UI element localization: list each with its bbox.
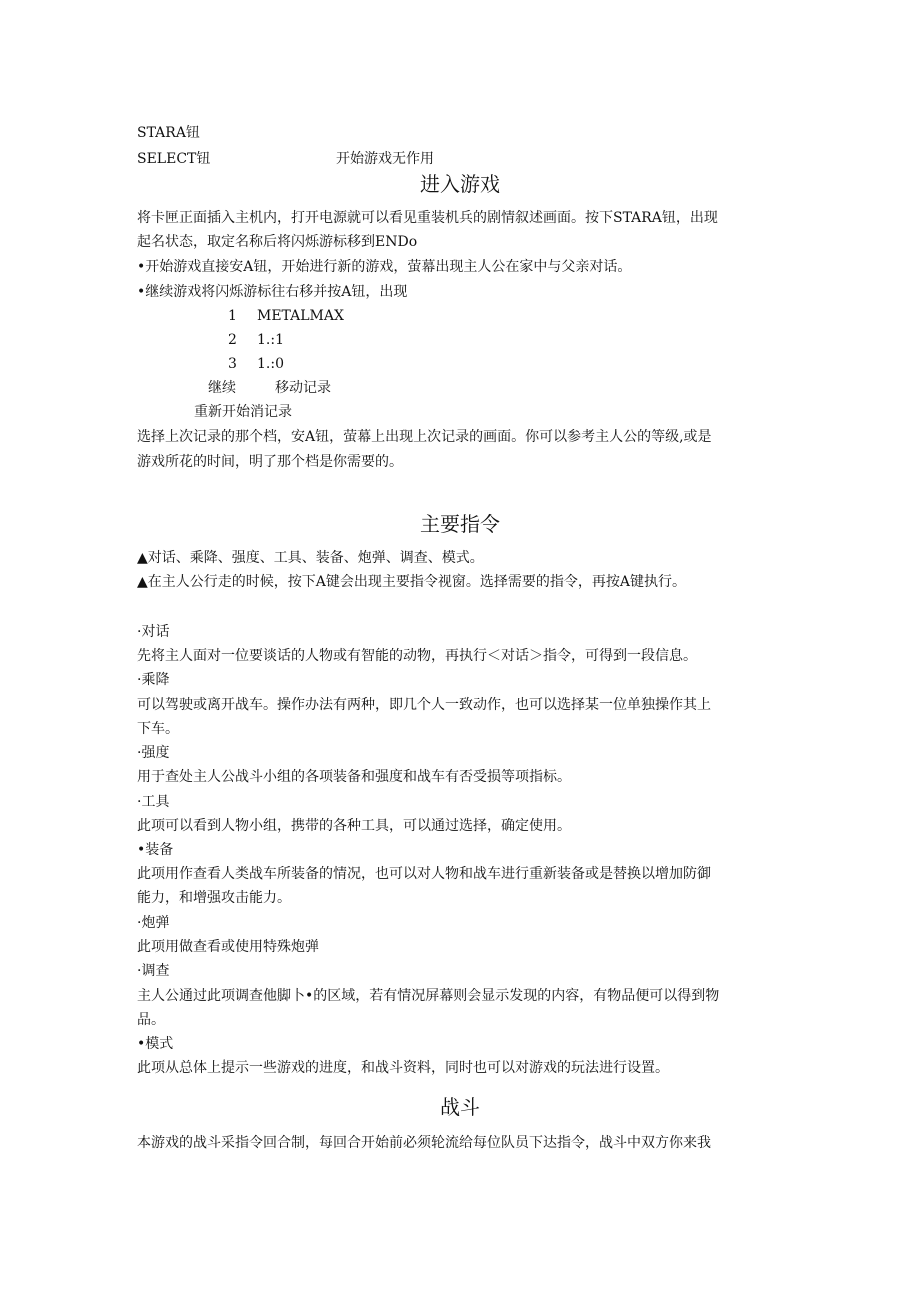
command-search-desc-line1: 主人公通过此项调查他脚卜•的区域，若有情况屏幕则会显示发现的内容，有物品便可以得到物 (137, 988, 720, 1004)
section-title-battle: 战斗 (440, 1095, 480, 1119)
command-talk-label: ·对话 (137, 624, 170, 640)
command-search-label: ·调查 (137, 963, 170, 979)
commands-list-line: ▲对话、乘降、强度、工具、装备、炮弹、调查、模式。 (137, 550, 484, 566)
command-equip-desc-line1: 此项用作查看人类战车所装备的情况，也可以对人物和战车进行重新装备或是替换以增加防御 (137, 866, 711, 882)
command-strength-label: ·强度 (137, 745, 170, 761)
menu-move-record: 移动记录 (275, 380, 331, 396)
menu-restart-erase: 重新开始消记录 (194, 404, 292, 420)
menu-continue: 继续 (208, 380, 236, 396)
bullet-continue-game: •继续游戏将闪烁游标往右移并按A钮，出现 (137, 284, 408, 300)
commands-intro-line: ▲在主人公行走的时候，按下A键会出现主要指令视窗。选择需要的指令，再按A键执行。 (137, 574, 686, 590)
command-ride-desc-line1: 可以驾驶或离开战车。操作办法有两种，即几个人一致动作，也可以选择某一位单独操作其上 (137, 697, 711, 713)
command-shell-desc: 此项用做查看或使用特殊炮弹 (137, 939, 319, 955)
section-title-main-commands: 主要指令 (420, 512, 500, 536)
stara-button-line: STARA钮 (137, 125, 200, 141)
bullet-start-game: •开始游戏直接安A钮，开始进行新的游戏，萤幕出现主人公在家中与父亲对话。 (137, 259, 632, 275)
save-slot-2-number: 2 (228, 332, 237, 348)
save-slot-1-text: METALMAX (257, 308, 344, 324)
command-mode-label: •模式 (137, 1036, 174, 1052)
save-slot-1-number: 1 (228, 308, 237, 324)
command-search-desc-line2: 品。 (137, 1012, 165, 1028)
enter-game-para1-line2: 起名状态，取定名称后将闪烁游标移到ENDo (137, 234, 418, 250)
command-mode-desc: 此项从总体上提示一些游戏的进度，和战斗资料，同时也可以对游戏的玩法进行设置。 (137, 1060, 669, 1076)
enter-game-para2-line2: 游戏所花的时间，明了那个档是你需要的。 (137, 454, 403, 470)
command-shell-label: ·炮弹 (137, 915, 170, 931)
select-button-label: SELECT钮 (137, 151, 211, 167)
command-tools-label: ·工具 (137, 794, 170, 810)
save-slot-2-text: 1.:1 (257, 332, 284, 348)
battle-desc: 本游戏的战斗采指令回合制，每回合开始前必须轮流给每位队员下达指令，战斗中双方你来我 (137, 1135, 711, 1151)
command-talk-desc: 先将主人面对一位要谈话的人物或有智能的动物，再执行＜对话＞指令，可得到一段信息。 (137, 648, 697, 664)
save-slot-3-text: 1.:0 (257, 356, 284, 372)
save-slot-3-number: 3 (228, 356, 237, 372)
command-strength-desc: 用于查处主人公战斗小组的各项装备和强度和战车有否受损等项指标。 (137, 769, 571, 785)
enter-game-para1-line1: 将卡匣正面插入主机内，打开电源就可以看见重装机兵的剧情叙述画面。按下STARA钮，出现 (137, 210, 718, 226)
section-title-enter-game: 进入游戏 (420, 172, 500, 196)
command-equip-label: •装备 (137, 842, 174, 858)
command-ride-label: ·乘降 (137, 672, 170, 688)
command-tools-desc: 此项可以看到人物小组，携带的各种工具，可以通过选择，确定使用。 (137, 818, 571, 834)
enter-game-para2-line1: 选择上次记录的那个档，安A钮，萤幕上出现上次记录的画面。你可以参考主人公的等级,或是 (137, 429, 712, 445)
select-button-desc: 开始游戏无作用 (336, 151, 434, 167)
command-ride-desc-line2: 下车。 (137, 721, 179, 737)
command-equip-desc-line2: 能力，和增强攻击能力。 (137, 890, 291, 906)
